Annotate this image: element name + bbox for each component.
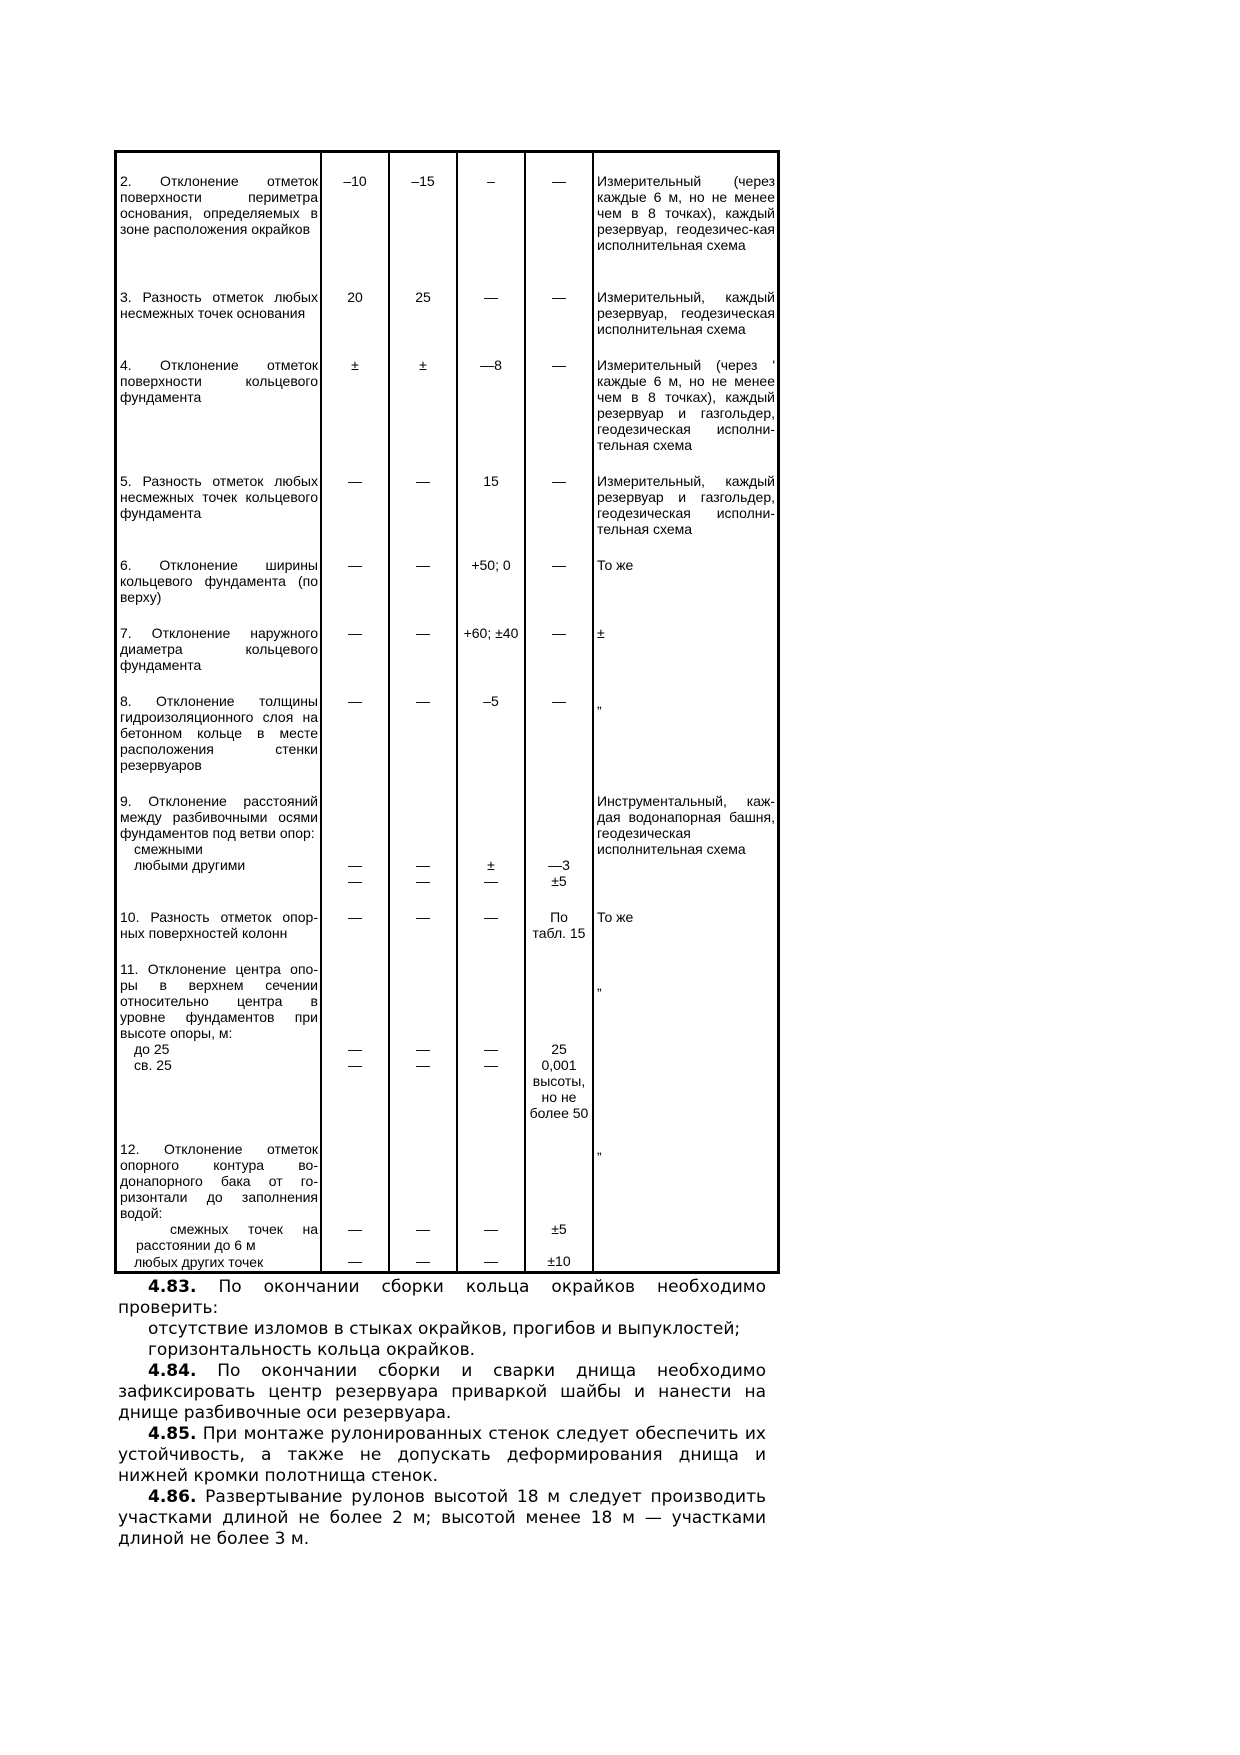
row-method: Измерительный, каждый резервуар и газгольдер, геодезическая исполни-тельная схема <box>593 453 779 537</box>
row-value-2: — <box>389 673 457 773</box>
row-sub-item: смежными <box>134 841 203 857</box>
row-value-2: — — <box>389 1121 457 1273</box>
list-item: отсутствие изломов в стыках окрайков, прогибов и выпуклостей; <box>148 1319 741 1339</box>
row-value-3: —8 <box>457 337 525 453</box>
table-row <box>116 269 779 337</box>
row-value-1: — <box>321 605 389 673</box>
clause-number: 4.86. <box>148 1487 197 1507</box>
row-value-4: — <box>525 673 593 773</box>
table-row <box>116 337 779 453</box>
row-description-text: 9. Отклонение расстояний между разбивочными осями фундаментов под ветви опор: <box>120 793 318 841</box>
row-value-3: +60; ±40 <box>457 605 525 673</box>
row-value-2: –15 <box>389 152 457 270</box>
body-text <box>118 1277 766 1550</box>
row-value-3: ± — <box>457 773 525 889</box>
row-value-4: По табл. 15 <box>525 889 593 941</box>
ditto-mark: „ <box>597 1141 602 1157</box>
row-description: 4. Отклонение отметок поверхности кольцевого фундамента <box>116 337 322 453</box>
paragraph-4-83: 4.83. По окончании сборки кольца окрайков необходимо проверить: <box>118 1277 767 1318</box>
table-row <box>116 152 779 270</box>
row-value-1: — <box>321 537 389 605</box>
ditto-mark: „ <box>597 695 602 711</box>
table-row <box>116 773 779 889</box>
paragraph-4-86: 4.86. Развертывание рулонов высотой 18 м следует производить участками длиной не более 2 м; высотой менее 18 м — участками длиной не более 3 м. <box>118 1487 766 1549</box>
ditto-mark: „ <box>597 977 602 993</box>
row-value-3: 15 <box>457 453 525 537</box>
row-sub-item: любых других точек <box>134 1254 264 1270</box>
row-value-1: — — <box>321 773 389 889</box>
row-description <box>116 773 322 889</box>
row-description: 7. Отклонение наружного диаметра кольцевого фундамента <box>116 605 322 673</box>
row-value-1: — <box>321 889 389 941</box>
table-row <box>116 453 779 537</box>
row-value-1: — — <box>321 941 389 1121</box>
clause-number: 4.85. <box>148 1424 197 1444</box>
row-method: ± <box>593 605 779 673</box>
clause-number: 4.84. <box>148 1361 197 1381</box>
row-value-4: — <box>525 269 593 337</box>
row-method: Измерительный, каждый резервуар, геодезическая исполнительная схема <box>593 269 779 337</box>
row-value-3: – <box>457 152 525 270</box>
row-value-1: — <box>321 673 389 773</box>
row-description: 5. Разность отметок любых несмежных точек кольцевого фундамента <box>116 453 322 537</box>
row-value-3: — — <box>457 1121 525 1273</box>
table-row <box>116 889 779 941</box>
row-value-2: — — <box>389 773 457 889</box>
table-row <box>116 1121 779 1273</box>
row-value-2: 25 <box>389 269 457 337</box>
row-sub-item: св. 25 <box>134 1057 172 1073</box>
row-value-3: — <box>457 889 525 941</box>
table-row <box>116 941 779 1121</box>
table-row <box>116 605 779 673</box>
row-value-2: — — <box>389 941 457 1121</box>
row-description-text: 12. Отклонение отметок опорного контура во-донапорного бака от го-ризонтали до заполнения водой: <box>120 1141 318 1221</box>
row-value-1: ± <box>321 337 389 453</box>
table-row <box>116 537 779 605</box>
row-value-3: — <box>457 269 525 337</box>
row-method <box>593 1121 779 1273</box>
row-value-4: — <box>525 453 593 537</box>
row-value-1: — — <box>321 1121 389 1273</box>
row-value-3: +50; 0 <box>457 537 525 605</box>
row-value-4: 25 0,001 высоты, но не более 50 <box>525 941 593 1121</box>
row-sub-item: расстоянии до 6 м <box>136 1237 256 1253</box>
row-sub-item: до 25 <box>134 1041 170 1057</box>
row-value-4: — <box>525 537 593 605</box>
row-value-2: — <box>389 605 457 673</box>
row-sub-item: любыми другими <box>134 857 246 873</box>
paragraph-4-85: 4.85. При монтаже рулонированных стенок следует обеспечить их устойчивость, а также не допускать деформирования днища и нижней кромки полотнища стенок. <box>118 1424 766 1486</box>
row-value-4: — <box>525 152 593 270</box>
row-method: То же <box>593 537 779 605</box>
table-row <box>116 673 779 773</box>
row-method: Измерительный (через каждые 6 м, но не менее чем в 8 точках), каждый резервуар, геодезичес-кая исполнительная схема <box>593 152 779 270</box>
row-description <box>116 941 322 1121</box>
row-description-text: 11. Отклонение центра опо-ры в верхнем сечении относительно центра в уровне фундаментов при высоте опоры, м: <box>120 961 318 1041</box>
row-description: 10. Разность отметок опор-ных поверхностей колонн <box>116 889 322 941</box>
row-method: Измерительный (через ' каждые 6 м, но не менее чем в 8 точках), каждый резервуар и газгольдер, геодезическая исполни-тельная схема <box>593 337 779 453</box>
row-value-4: — <box>525 337 593 453</box>
row-value-2: — <box>389 537 457 605</box>
row-value-1: 20 <box>321 269 389 337</box>
clause-number: 4.83. <box>148 1277 197 1297</box>
row-method <box>593 941 779 1121</box>
row-description: 2. Отклонение отметок поверхности периметра основания, определяемых в зоне расположения окрайков <box>116 152 322 270</box>
row-value-1: –10 <box>321 152 389 270</box>
row-method <box>593 673 779 773</box>
row-method: Инструментальный, каж-дая водонапорная башня, геодезическая исполнительная схема <box>593 773 779 889</box>
row-value-4: —3 ±5 <box>525 773 593 889</box>
tolerance-table <box>114 150 780 1274</box>
row-value-4: ±5 ±10 <box>525 1121 593 1273</box>
row-description: 8. Отклонение толщины гидроизоляционного слоя на бетонном кольце в месте расположения стенки резервуаров <box>116 673 322 773</box>
row-description: 3. Разность отметок любых несмежных точек основания <box>116 269 322 337</box>
row-value-3: –5 <box>457 673 525 773</box>
row-value-2: ± <box>389 337 457 453</box>
row-description <box>116 1121 322 1273</box>
row-sub-item: смежных точек на <box>170 1221 318 1237</box>
list-item: горизонтальность кольца окрайков. <box>148 1340 476 1360</box>
row-method: То же <box>593 889 779 941</box>
paragraph-4-84: 4.84. По окончании сборки и сварки днища необходимо зафиксировать центр резервуара приваркой шайбы и нанести на днище разбивочные оси резервуара. <box>118 1361 766 1423</box>
row-value-2: — <box>389 889 457 941</box>
row-value-2: — <box>389 453 457 537</box>
row-description: 6. Отклонение ширины кольцевого фундамента (по верху) <box>116 537 322 605</box>
row-value-1: — <box>321 453 389 537</box>
row-value-3: — — <box>457 941 525 1121</box>
row-value-4: — <box>525 605 593 673</box>
